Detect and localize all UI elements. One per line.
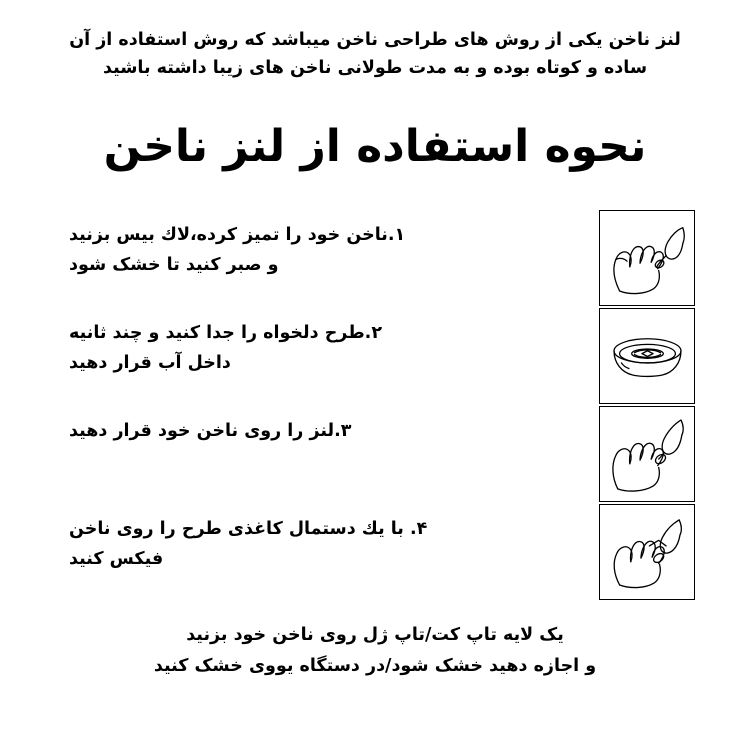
step-text	[55, 406, 599, 446]
step-line: فیکس کنید	[69, 549, 164, 570]
outro-paragraph	[34, 620, 716, 682]
hands-applying-base-coat-icon	[599, 210, 695, 306]
list-item	[55, 504, 695, 600]
hands-pressing-tissue-on-nail-icon	[599, 504, 695, 600]
hands-placing-lens-on-nail-icon	[599, 406, 695, 502]
step-line: ۴. با یك دستمال کاغذی طرح را روی ناخن	[69, 519, 428, 540]
steps-list	[55, 210, 695, 602]
list-item	[55, 210, 695, 306]
step-line: ۱.ناخن خود را تمیز کرده،لاك بیس بزنید	[69, 225, 406, 246]
step-text	[55, 308, 599, 378]
outro-line: و اجازه دهید خشک شود/در دستگاه یووی خشک کنید	[153, 656, 597, 677]
step-line: ۳.لنز را روی ناخن خود قرار دهید	[69, 421, 352, 442]
list-item	[55, 308, 695, 404]
outro-line: یک لایه تاپ کت/تاپ ژل روی ناخن خود بزنید	[186, 625, 564, 646]
intro-line: لنز ناخن یکی از روش های طراحی ناخن میباشد که روش استفاده از آن	[69, 30, 681, 50]
list-item	[55, 406, 695, 502]
bowl-of-water-with-nail-lens-icon	[599, 308, 695, 404]
page-title: نحوه استفاده از لنز ناخن	[103, 120, 647, 172]
intro-paragraph	[69, 26, 681, 83]
intro-line: ساده و کوتاه بوده و به مدت طولانی ناخن های زیبا داشته باشید	[102, 58, 648, 79]
step-text	[55, 504, 599, 574]
step-line: داخل آب قرار دهید	[69, 353, 231, 374]
step-text	[55, 210, 599, 280]
step-line: ۲.طرح دلخواه را جدا کنید و چند ثانیه	[69, 323, 383, 344]
step-line: و صبر کنید تا خشک شود	[69, 255, 279, 276]
